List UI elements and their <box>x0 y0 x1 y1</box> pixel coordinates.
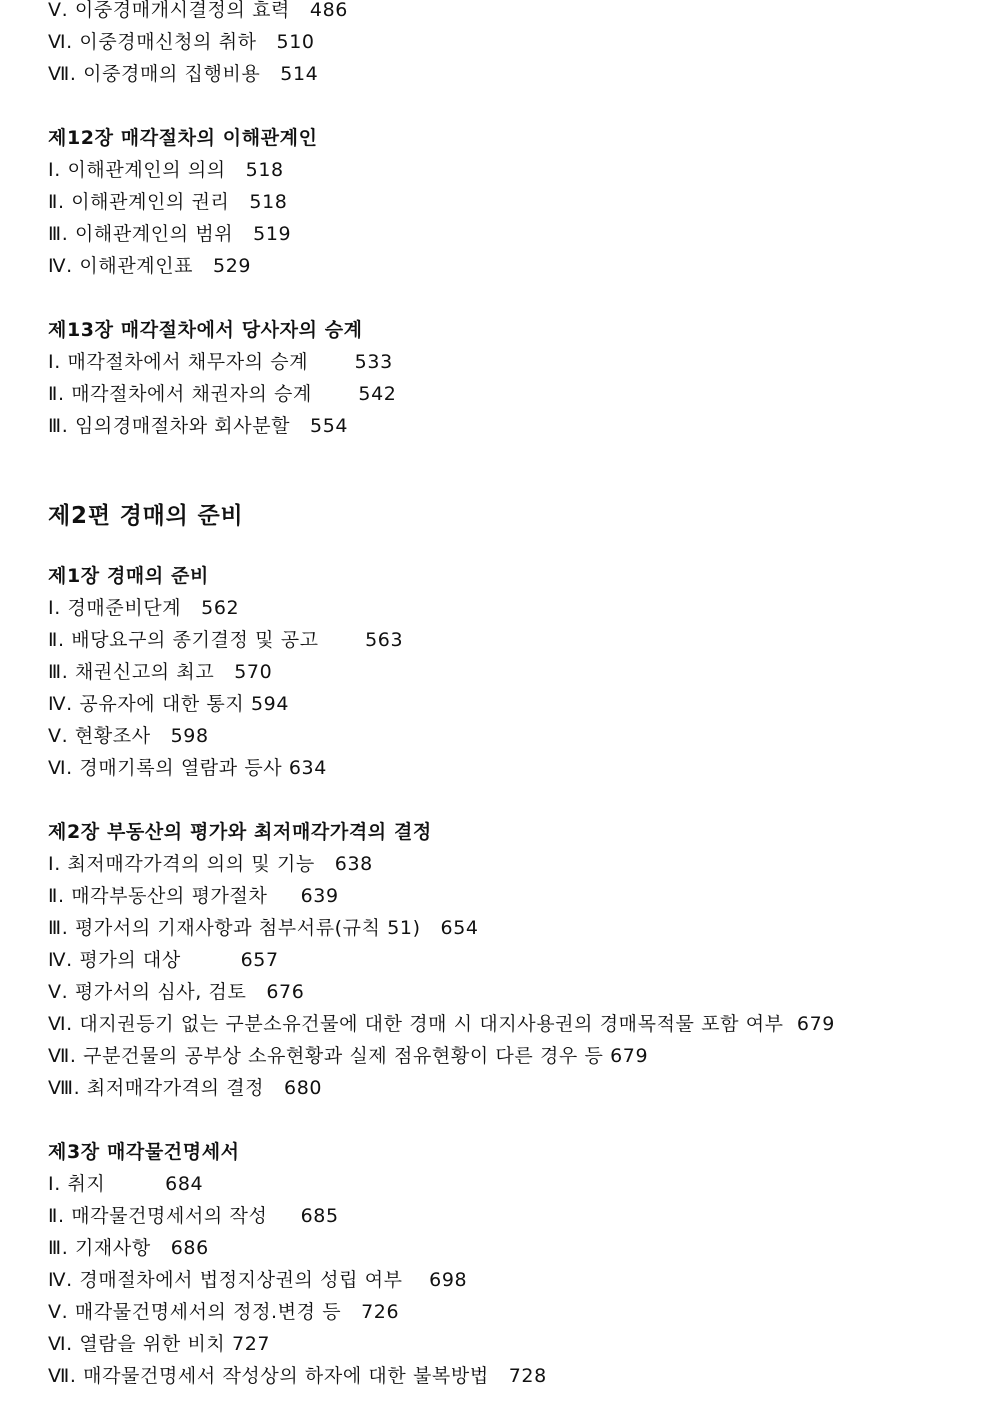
chapter-title: 제12장 매각절차의 이해관계인 <box>48 127 318 149</box>
toc-item: Ⅲ. 임의경매절차와 회사분할 554 <box>48 415 349 437</box>
spacer <box>48 442 978 496</box>
toc-item: Ⅴ. 평가서의 심사, 검토 676 <box>48 981 305 1003</box>
toc-item: Ⅰ. 취지 684 <box>48 1173 204 1195</box>
chapter-title: 제2장 부동산의 평가와 최저매각가격의 결정 <box>48 821 432 843</box>
toc-item: Ⅵ. 대지권등기 없는 구분소유건물에 대한 경매 시 대지사용권의 경매목적물 포함 여부 679 <box>48 1013 835 1035</box>
toc-item: Ⅰ. 이해관계인의 의의 518 <box>48 159 284 181</box>
toc-item: Ⅳ. 이해관계인표 529 <box>48 255 252 277</box>
toc-item: Ⅳ. 경매절차에서 법정지상권의 성립 여부 698 <box>48 1269 468 1291</box>
spacer <box>48 90 978 122</box>
toc-item: Ⅴ. 현황조사 598 <box>48 725 209 747</box>
toc-item: Ⅱ. 매각부동산의 평가절차 639 <box>48 885 339 907</box>
toc-item: Ⅲ. 기재사항 686 <box>48 1237 209 1259</box>
toc-item: Ⅷ. 최저매각가격의 결정 680 <box>48 1077 323 1099</box>
chapter-title: 제3장 매각물건명세서 <box>48 1141 240 1163</box>
spacer <box>48 282 978 314</box>
toc-item: Ⅰ. 최저매각가격의 의의 및 기능 638 <box>48 853 373 875</box>
toc-item: Ⅱ. 매각물건명세서의 작성 685 <box>48 1205 339 1227</box>
spacer <box>48 1104 978 1136</box>
table-of-contents <box>48 0 978 1392</box>
spacer <box>48 536 978 560</box>
chapter-title: 제13장 매각절차에서 당사자의 승계 <box>48 319 363 341</box>
toc-item: Ⅱ. 이해관계인의 권리 518 <box>48 191 288 213</box>
toc-item: Ⅶ. 이중경매의 집행비용 514 <box>48 63 319 85</box>
toc-item: Ⅵ. 경매기록의 열람과 등사 634 <box>48 757 327 779</box>
toc-item: Ⅰ. 경매준비단계 562 <box>48 597 240 619</box>
toc-item: Ⅱ. 매각절차에서 채권자의 승계 542 <box>48 383 397 405</box>
spacer <box>48 784 978 816</box>
toc-item: Ⅲ. 채권신고의 최고 570 <box>48 661 273 683</box>
toc-item: Ⅱ. 배당요구의 종기결정 및 공고 563 <box>48 629 404 651</box>
toc-item: Ⅰ. 매각절차에서 채무자의 승계 533 <box>48 351 393 373</box>
toc-item: Ⅳ. 평가의 대상 657 <box>48 949 279 971</box>
toc-item: Ⅶ. 매각물건명세서 작성상의 하자에 대한 불복방법 728 <box>48 1365 547 1387</box>
toc-item: Ⅲ. 평가서의 기재사항과 첨부서류(규칙 51) 654 <box>48 917 479 939</box>
toc-item: Ⅵ. 이중경매신청의 취하 510 <box>48 31 315 53</box>
toc-item: Ⅴ. 매각물건명세서의 정정.변경 등 726 <box>48 1301 400 1323</box>
chapter-title: 제1장 경매의 준비 <box>48 565 209 587</box>
toc-item: Ⅲ. 이해관계인의 범위 519 <box>48 223 292 245</box>
toc-item: Ⅴ. 이중경매개시결정의 효력 486 <box>48 0 348 21</box>
toc-item: Ⅵ. 열람을 위한 비치 727 <box>48 1333 271 1355</box>
toc-item: Ⅳ. 공유자에 대한 통지 594 <box>48 693 290 715</box>
part-title: 제2편 경매의 준비 <box>48 503 244 529</box>
toc-item: Ⅶ. 구분건물의 공부상 소유현황과 실제 점유현황이 다른 경우 등 679 <box>48 1045 649 1067</box>
